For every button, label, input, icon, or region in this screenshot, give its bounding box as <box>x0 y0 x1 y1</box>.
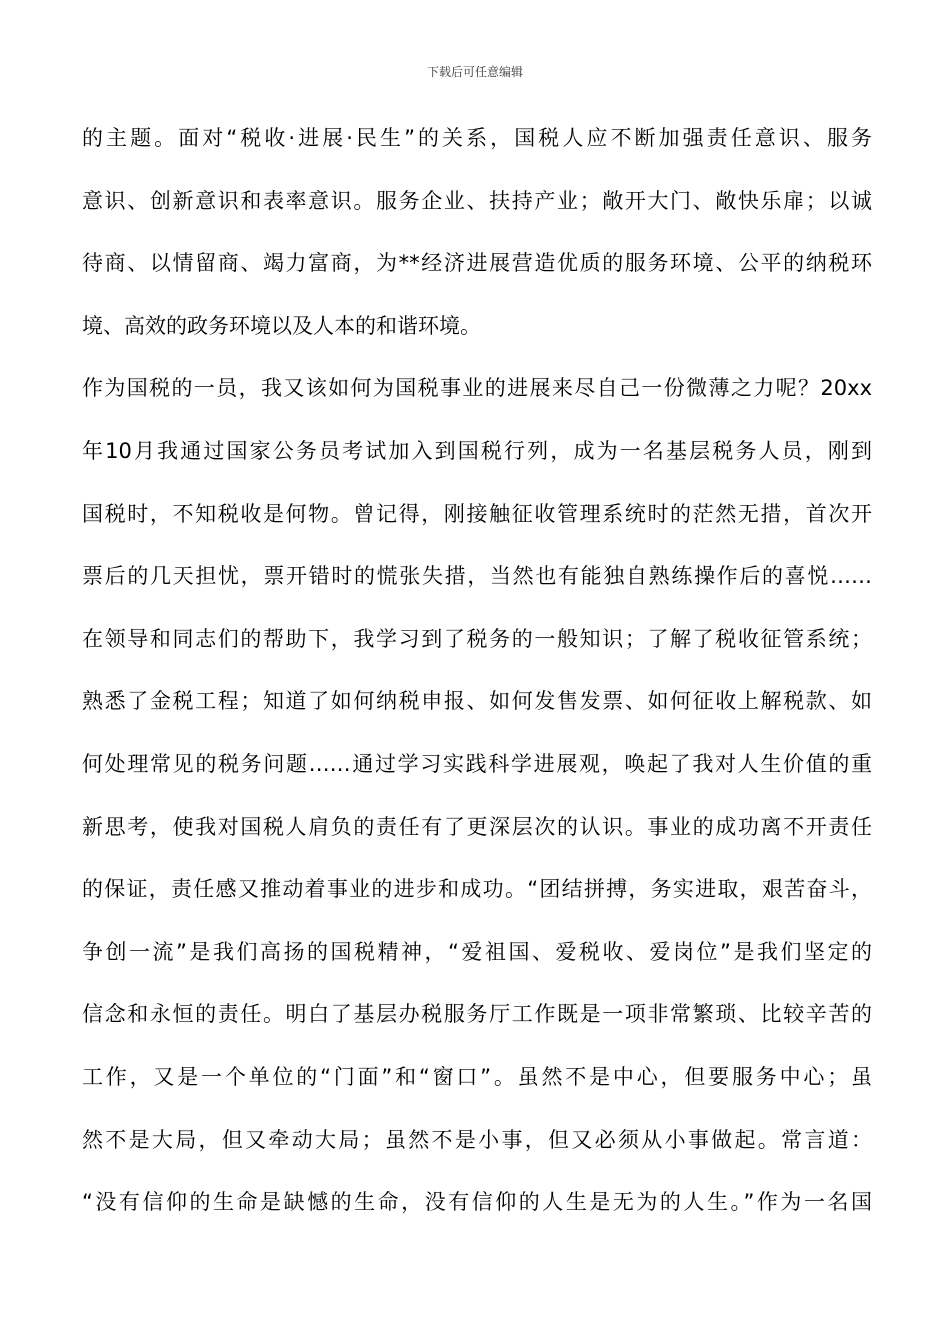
document-body <box>82 118 872 1245</box>
page-header: 下载后可任意编辑 <box>426 65 523 79</box>
text-line: 年10月我通过国家公务员考试加入到国税行列，成为一名基层税务人员，刚到 <box>82 438 872 463</box>
text-line: 在领导和同志们的帮助下，我学习到了税务的一般知识；了解了税收征管系统； <box>82 626 872 651</box>
text-line: 待商、以情留商、竭力富商，为**经济进展营造优质的服务环境、公平的纳税环 <box>82 251 872 276</box>
text-line: 工作，又是一个单位的“门面”和“窗口”。虽然不是中心，但要服务中心；虽 <box>82 1064 872 1089</box>
text-line: 作为国税的一员，我又该如何为国税事业的进展来尽自己一份微薄之力呢？20xx <box>82 376 872 401</box>
text-line: 境、高效的政务环境以及人本的和谐环境。 <box>82 313 481 338</box>
text-line: 何处理常见的税务问题……通过学习实践科学进展观，唤起了我对人生价值的重 <box>82 751 872 776</box>
text-line: 国税时，不知税收是何物。曾记得，刚接触征收管理系统时的茫然无措，首次开 <box>82 501 872 526</box>
text-line: 信念和永恒的责任。明白了基层办税服务厅工作既是一项非常繁琐、比较辛苦的 <box>82 1002 872 1027</box>
text-line: 新思考，使我对国税人肩负的责任有了更深层次的认识。事业的成功离不开责任 <box>82 814 872 839</box>
text-line: 然不是大局，但又牵动大局；虽然不是小事，但又必须从小事做起。常言道： <box>82 1127 872 1152</box>
text-line: “没有信仰的生命是缺憾的生命，没有信仰的人生是无为的人生。”作为一名国 <box>82 1190 872 1215</box>
text-line: 票后的几天担忧，票开错时的慌张失措，当然也有能独自熟练操作后的喜悦…… <box>82 564 872 589</box>
text-line: 意识、创新意识和表率意识。服务企业、扶持产业；敞开大门、敞快乐扉；以诚 <box>82 188 872 213</box>
text-line: 的保证，责任感又推动着事业的进步和成功。“团结拼搏，务实进取，艰苦奋斗， <box>82 877 872 902</box>
text-line: 的主题。面对“税收·进展·民生”的关系，国税人应不断加强责任意识、服务 <box>82 126 872 150</box>
text-line: 争创一流”是我们高扬的国税精神，“爱祖国、爱税收、爱岗位”是我们坚定的 <box>82 939 872 964</box>
text-line: 熟悉了金税工程；知道了如何纳税申报、如何发售发票、如何征收上解税款、如 <box>82 689 872 714</box>
